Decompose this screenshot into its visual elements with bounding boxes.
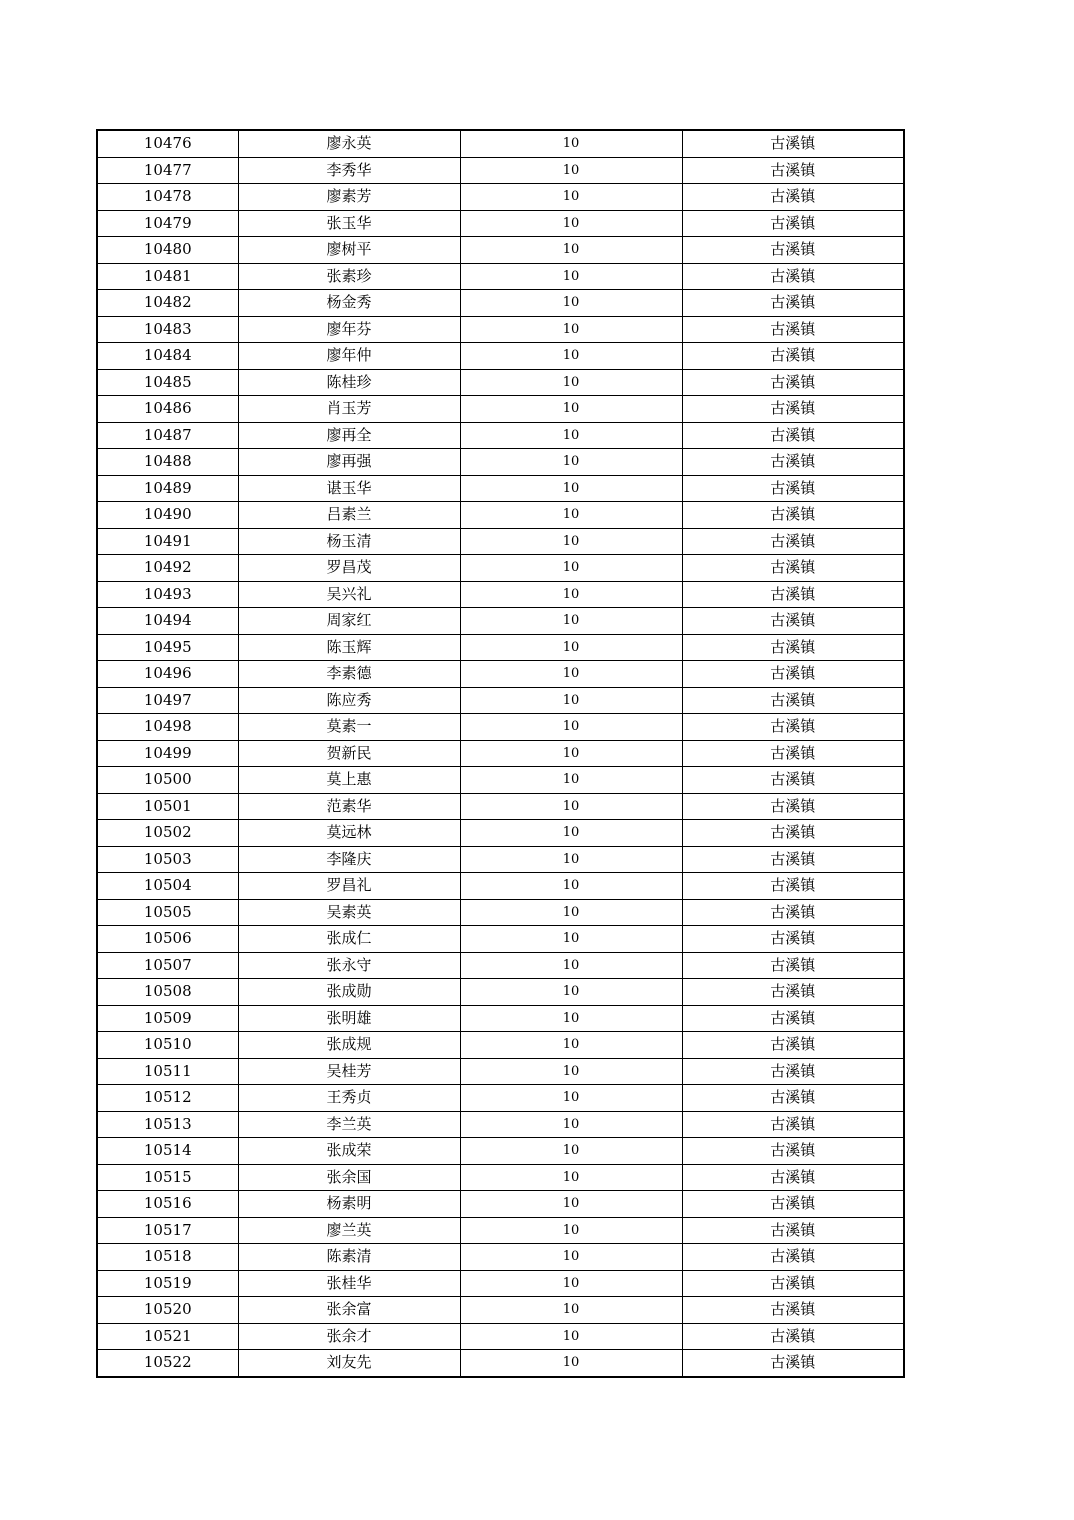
name-cell: 陈桂珍: [238, 369, 460, 396]
town-cell: 古溪镇: [682, 767, 904, 794]
table-row: [97, 157, 904, 184]
table-row: [97, 1058, 904, 1085]
amount-cell: 10: [460, 820, 682, 847]
town-cell: 古溪镇: [682, 1297, 904, 1324]
table-row: [97, 1164, 904, 1191]
id-cell: 10500: [97, 767, 238, 794]
name-cell: 陈应秀: [238, 687, 460, 714]
town-cell: 古溪镇: [682, 979, 904, 1006]
id-cell: 10508: [97, 979, 238, 1006]
amount-cell: 10: [460, 1085, 682, 1112]
name-cell: 杨玉清: [238, 528, 460, 555]
name-cell: 廖树平: [238, 237, 460, 264]
table-row: [97, 184, 904, 211]
town-cell: 古溪镇: [682, 1191, 904, 1218]
id-cell: 10494: [97, 608, 238, 635]
amount-cell: 10: [460, 369, 682, 396]
amount-cell: 10: [460, 1217, 682, 1244]
amount-cell: 10: [460, 1138, 682, 1165]
amount-cell: 10: [460, 1270, 682, 1297]
town-cell: 古溪镇: [682, 714, 904, 741]
name-cell: 莫远林: [238, 820, 460, 847]
table-row: [97, 899, 904, 926]
town-cell: 古溪镇: [682, 343, 904, 370]
id-cell: 10512: [97, 1085, 238, 1112]
town-cell: 古溪镇: [682, 1217, 904, 1244]
id-cell: 10519: [97, 1270, 238, 1297]
name-cell: 罗昌礼: [238, 873, 460, 900]
name-cell: 谌玉华: [238, 475, 460, 502]
table-row: [97, 237, 904, 264]
amount-cell: 10: [460, 846, 682, 873]
table-row: [97, 767, 904, 794]
amount-cell: 10: [460, 581, 682, 608]
amount-cell: 10: [460, 343, 682, 370]
town-cell: 古溪镇: [682, 952, 904, 979]
id-cell: 10504: [97, 873, 238, 900]
id-cell: 10513: [97, 1111, 238, 1138]
id-cell: 10505: [97, 899, 238, 926]
amount-cell: 10: [460, 1005, 682, 1032]
id-cell: 10503: [97, 846, 238, 873]
id-cell: 10497: [97, 687, 238, 714]
name-cell: 廖再强: [238, 449, 460, 476]
town-cell: 古溪镇: [682, 1350, 904, 1377]
town-cell: 古溪镇: [682, 555, 904, 582]
town-cell: 古溪镇: [682, 396, 904, 423]
name-cell: 张明雄: [238, 1005, 460, 1032]
town-cell: 古溪镇: [682, 846, 904, 873]
name-cell: 罗昌茂: [238, 555, 460, 582]
id-cell: 10489: [97, 475, 238, 502]
name-cell: 张余国: [238, 1164, 460, 1191]
table-row: [97, 1323, 904, 1350]
amount-cell: 10: [460, 873, 682, 900]
name-cell: 张成荣: [238, 1138, 460, 1165]
table-row: [97, 1005, 904, 1032]
town-cell: 古溪镇: [682, 1164, 904, 1191]
table-row: [97, 502, 904, 529]
table-row: [97, 528, 904, 555]
name-cell: 吕素兰: [238, 502, 460, 529]
town-cell: 古溪镇: [682, 1244, 904, 1271]
name-cell: 陈素清: [238, 1244, 460, 1271]
amount-cell: 10: [460, 1164, 682, 1191]
name-cell: 张成规: [238, 1032, 460, 1059]
amount-cell: 10: [460, 979, 682, 1006]
name-cell: 吴桂芳: [238, 1058, 460, 1085]
table-row: [97, 1217, 904, 1244]
amount-cell: 10: [460, 396, 682, 423]
id-cell: 10487: [97, 422, 238, 449]
town-cell: 古溪镇: [682, 157, 904, 184]
table-row: [97, 661, 904, 688]
amount-cell: 10: [460, 767, 682, 794]
id-cell: 10509: [97, 1005, 238, 1032]
name-cell: 李隆庆: [238, 846, 460, 873]
table-row: [97, 396, 904, 423]
amount-cell: 10: [460, 210, 682, 237]
id-cell: 10482: [97, 290, 238, 317]
table-row: [97, 608, 904, 635]
town-cell: 古溪镇: [682, 1323, 904, 1350]
amount-cell: 10: [460, 1032, 682, 1059]
name-cell: 杨金秀: [238, 290, 460, 317]
name-cell: 李秀华: [238, 157, 460, 184]
table-row: [97, 1350, 904, 1377]
town-cell: 古溪镇: [682, 130, 904, 157]
town-cell: 古溪镇: [682, 210, 904, 237]
amount-cell: 10: [460, 1191, 682, 1218]
amount-cell: 10: [460, 1244, 682, 1271]
id-cell: 10517: [97, 1217, 238, 1244]
table-row: [97, 290, 904, 317]
id-cell: 10483: [97, 316, 238, 343]
name-cell: 李兰英: [238, 1111, 460, 1138]
id-cell: 10493: [97, 581, 238, 608]
table-row: [97, 1191, 904, 1218]
town-cell: 古溪镇: [682, 290, 904, 317]
amount-cell: 10: [460, 1297, 682, 1324]
amount-cell: 10: [460, 687, 682, 714]
name-cell: 吴兴礼: [238, 581, 460, 608]
name-cell: 贺新民: [238, 740, 460, 767]
town-cell: 古溪镇: [682, 608, 904, 635]
town-cell: 古溪镇: [682, 237, 904, 264]
town-cell: 古溪镇: [682, 1085, 904, 1112]
town-cell: 古溪镇: [682, 502, 904, 529]
name-cell: 吴素英: [238, 899, 460, 926]
amount-cell: 10: [460, 475, 682, 502]
id-cell: 10484: [97, 343, 238, 370]
id-cell: 10498: [97, 714, 238, 741]
amount-cell: 10: [460, 926, 682, 953]
id-cell: 10518: [97, 1244, 238, 1271]
table-row: [97, 130, 904, 157]
table-row: [97, 793, 904, 820]
table-row: [97, 1244, 904, 1271]
name-cell: 周家红: [238, 608, 460, 635]
name-cell: 李素德: [238, 661, 460, 688]
id-cell: 10481: [97, 263, 238, 290]
name-cell: 廖永英: [238, 130, 460, 157]
amount-cell: 10: [460, 608, 682, 635]
town-cell: 古溪镇: [682, 1058, 904, 1085]
town-cell: 古溪镇: [682, 1138, 904, 1165]
town-cell: 古溪镇: [682, 263, 904, 290]
table-row: [97, 1138, 904, 1165]
town-cell: 古溪镇: [682, 1270, 904, 1297]
id-cell: 10488: [97, 449, 238, 476]
town-cell: 古溪镇: [682, 634, 904, 661]
table-row: [97, 1111, 904, 1138]
id-cell: 10491: [97, 528, 238, 555]
name-cell: 廖年仲: [238, 343, 460, 370]
table-row: [97, 581, 904, 608]
id-cell: 10492: [97, 555, 238, 582]
table-body: [97, 130, 904, 1377]
amount-cell: 10: [460, 184, 682, 211]
amount-cell: 10: [460, 1350, 682, 1377]
table-row: [97, 1270, 904, 1297]
table-row: [97, 449, 904, 476]
table-row: [97, 475, 904, 502]
table-row: [97, 740, 904, 767]
id-cell: 10479: [97, 210, 238, 237]
id-cell: 10522: [97, 1350, 238, 1377]
table-row: [97, 343, 904, 370]
name-cell: 王秀贞: [238, 1085, 460, 1112]
name-cell: 张素珍: [238, 263, 460, 290]
town-cell: 古溪镇: [682, 873, 904, 900]
amount-cell: 10: [460, 952, 682, 979]
table-row: [97, 873, 904, 900]
id-cell: 10502: [97, 820, 238, 847]
town-cell: 古溪镇: [682, 316, 904, 343]
id-cell: 10499: [97, 740, 238, 767]
town-cell: 古溪镇: [682, 184, 904, 211]
table-row: [97, 926, 904, 953]
town-cell: 古溪镇: [682, 926, 904, 953]
town-cell: 古溪镇: [682, 528, 904, 555]
amount-cell: 10: [460, 237, 682, 264]
amount-cell: 10: [460, 714, 682, 741]
name-cell: 杨素明: [238, 1191, 460, 1218]
town-cell: 古溪镇: [682, 581, 904, 608]
amount-cell: 10: [460, 899, 682, 926]
id-cell: 10480: [97, 237, 238, 264]
town-cell: 古溪镇: [682, 740, 904, 767]
table-row: [97, 316, 904, 343]
town-cell: 古溪镇: [682, 661, 904, 688]
id-cell: 10514: [97, 1138, 238, 1165]
table-row: [97, 952, 904, 979]
id-cell: 10515: [97, 1164, 238, 1191]
id-cell: 10507: [97, 952, 238, 979]
name-cell: 张成勋: [238, 979, 460, 1006]
name-cell: 范素华: [238, 793, 460, 820]
town-cell: 古溪镇: [682, 1005, 904, 1032]
name-cell: 张桂华: [238, 1270, 460, 1297]
table-row: [97, 1085, 904, 1112]
town-cell: 古溪镇: [682, 899, 904, 926]
table-row: [97, 714, 904, 741]
id-cell: 10495: [97, 634, 238, 661]
id-cell: 10510: [97, 1032, 238, 1059]
name-cell: 廖素芳: [238, 184, 460, 211]
town-cell: 古溪镇: [682, 475, 904, 502]
amount-cell: 10: [460, 449, 682, 476]
name-cell: 肖玉芳: [238, 396, 460, 423]
name-cell: 廖再全: [238, 422, 460, 449]
id-cell: 10520: [97, 1297, 238, 1324]
amount-cell: 10: [460, 1323, 682, 1350]
name-cell: 刘友先: [238, 1350, 460, 1377]
table-row: [97, 422, 904, 449]
table-row: [97, 634, 904, 661]
id-cell: 10478: [97, 184, 238, 211]
name-cell: 莫素一: [238, 714, 460, 741]
name-cell: 张成仁: [238, 926, 460, 953]
town-cell: 古溪镇: [682, 1032, 904, 1059]
amount-cell: 10: [460, 130, 682, 157]
id-cell: 10511: [97, 1058, 238, 1085]
amount-cell: 10: [460, 1058, 682, 1085]
id-cell: 10476: [97, 130, 238, 157]
id-cell: 10486: [97, 396, 238, 423]
table-row: [97, 263, 904, 290]
amount-cell: 10: [460, 1111, 682, 1138]
amount-cell: 10: [460, 528, 682, 555]
table-row: [97, 820, 904, 847]
amount-cell: 10: [460, 316, 682, 343]
table-row: [97, 1032, 904, 1059]
amount-cell: 10: [460, 661, 682, 688]
amount-cell: 10: [460, 263, 682, 290]
town-cell: 古溪镇: [682, 687, 904, 714]
id-cell: 10501: [97, 793, 238, 820]
id-cell: 10516: [97, 1191, 238, 1218]
name-cell: 陈玉辉: [238, 634, 460, 661]
amount-cell: 10: [460, 422, 682, 449]
name-cell: 张永守: [238, 952, 460, 979]
name-cell: 莫上惠: [238, 767, 460, 794]
id-cell: 10506: [97, 926, 238, 953]
id-cell: 10521: [97, 1323, 238, 1350]
table-row: [97, 210, 904, 237]
id-cell: 10477: [97, 157, 238, 184]
amount-cell: 10: [460, 634, 682, 661]
town-cell: 古溪镇: [682, 369, 904, 396]
amount-cell: 10: [460, 290, 682, 317]
table-row: [97, 687, 904, 714]
id-cell: 10490: [97, 502, 238, 529]
amount-cell: 10: [460, 502, 682, 529]
id-cell: 10485: [97, 369, 238, 396]
town-cell: 古溪镇: [682, 449, 904, 476]
data-table: [96, 129, 905, 1378]
town-cell: 古溪镇: [682, 793, 904, 820]
name-cell: 廖兰英: [238, 1217, 460, 1244]
amount-cell: 10: [460, 740, 682, 767]
amount-cell: 10: [460, 555, 682, 582]
table-row: [97, 979, 904, 1006]
town-cell: 古溪镇: [682, 1111, 904, 1138]
name-cell: 张余才: [238, 1323, 460, 1350]
id-cell: 10496: [97, 661, 238, 688]
amount-cell: 10: [460, 793, 682, 820]
table-row: [97, 369, 904, 396]
name-cell: 张余富: [238, 1297, 460, 1324]
table-row: [97, 555, 904, 582]
town-cell: 古溪镇: [682, 820, 904, 847]
name-cell: 廖年芬: [238, 316, 460, 343]
table-row: [97, 1297, 904, 1324]
table-row: [97, 846, 904, 873]
name-cell: 张玉华: [238, 210, 460, 237]
town-cell: 古溪镇: [682, 422, 904, 449]
amount-cell: 10: [460, 157, 682, 184]
